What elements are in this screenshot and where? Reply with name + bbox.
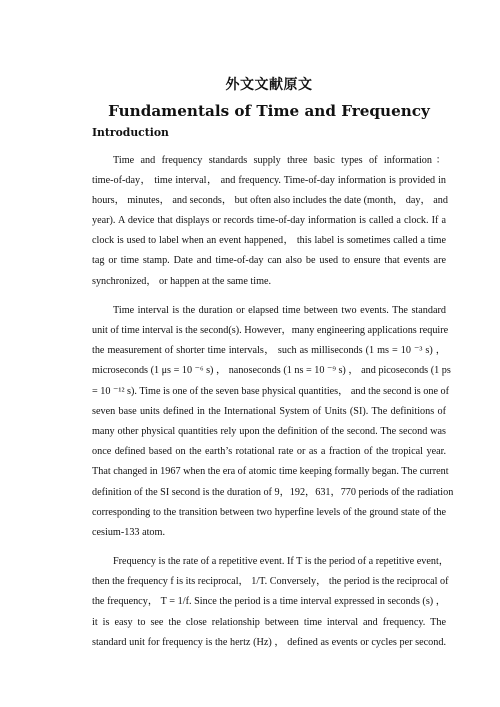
paragraph-1 [92, 151, 446, 292]
text-line: year). A device that displays or records time-of-day information is called a clock. If a [92, 215, 446, 227]
text-line: cesium-133 atom. [92, 526, 165, 538]
text-line: That changed in 1967 when the era of atomic time keeping formally began. The current [92, 466, 449, 478]
paragraph-3 [92, 552, 449, 653]
text-line: it is easy to see the close relationship between time interval and frequency. The [92, 616, 446, 628]
text-line: then the frequency f is its reciprocal， 1/T. Conversely， the period is the reciprocal of [92, 576, 449, 588]
text-line: Frequency is the rate of a repetitive event. If T is the period of a repetitive event， [113, 556, 449, 568]
text-line: Time interval is the duration or elapsed time between two events. The standard [113, 304, 446, 316]
text-line: the frequency， T = 1/f. Since the period is a time interval expressed in seconds (s) ， [92, 596, 446, 608]
paragraph-2 [92, 301, 454, 543]
text-line: = 10 ⁻¹² s). Time is one of the seven base physical quantities， and the second is one of [92, 385, 450, 397]
section-heading: Introduction [92, 126, 169, 139]
text-line: microseconds (1 μs = 10 ⁻⁶ s) ， nanoseconds (1 ns = 10 ⁻⁹ s) ， and picoseconds (1 ps [92, 365, 451, 377]
text-line: many other physical quantities rely upon the definition of the second. The second was [92, 425, 446, 437]
text-line: synchronized， or happen at the same time. [92, 275, 272, 287]
chinese-title: 外文文献原文 [225, 77, 313, 93]
text-line: Time and frequency standards supply three basic types of information： [113, 154, 446, 166]
text-line: unit of time interval is the second(s). However，many engineering applications require [92, 325, 449, 336]
text-line: definition of the SI second is the duration of 9，192，631，770 periods of the radiation [92, 486, 454, 498]
text-line: corresponding to the transition between two hyperfine levels of the ground state of the [92, 506, 446, 518]
text-line: standard unit for frequency is the hertz (Hz) ， defined as events or cycles per second. [92, 636, 446, 648]
text-line: once defined based on the earth’s rotational rate or as a fraction of the tropical year. [92, 446, 446, 458]
text-line: clock is used to label when an event happened， this label is sometimes called a time [92, 235, 446, 247]
text-line: hours， minutes， and seconds， but often also includes the date (month， day， and [92, 194, 448, 206]
body-text [92, 151, 454, 663]
text-line: time-of-day， time interval， and frequency. Time-of-day information is provided in [92, 174, 446, 186]
text-line: seven base units defined in the International System of Units (SI). The definitions of [92, 405, 446, 417]
english-title: Fundamentals of Time and Frequency [108, 102, 430, 120]
text-line: tag or time stamp. Date and time-of-day can also be used to ensure that events are [92, 255, 446, 267]
text-line: the measurement of shorter time intervals， such as milliseconds (1 ms = 10 ⁻³ s) ， [92, 345, 446, 357]
